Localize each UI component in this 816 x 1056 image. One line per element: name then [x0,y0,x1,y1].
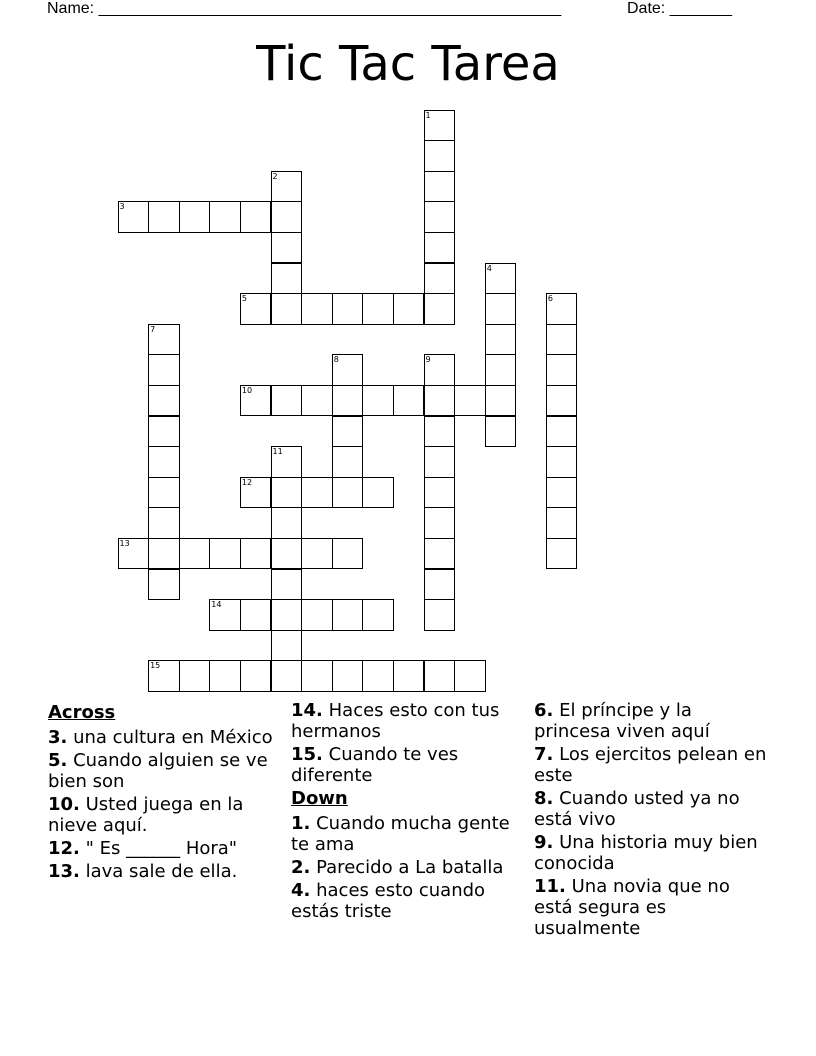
grid-cell [454,660,486,692]
grid-cell [271,293,303,325]
grid-cell [301,660,333,692]
clue-number: 6. [534,700,554,721]
grid-cell [424,232,456,264]
clues-column-2 [291,700,527,924]
clue-text: Los ejercitos pelean en este [534,744,767,786]
grid-cell [424,446,456,478]
clue-text: Cuando te ves diferente [291,744,459,786]
grid-cell [179,201,211,233]
grid-cell [546,507,578,539]
grid-cell [148,354,180,386]
clue-text: una cultura en México [73,727,273,748]
grid-cell [240,599,272,631]
cell-number: 13 [119,538,130,548]
grid-cell [271,477,303,509]
clue-number: 11. [534,876,566,897]
clues-column-3 [534,700,770,941]
cell-number: 10 [241,385,253,395]
clue-down-4 [291,880,527,922]
cell-number: 11 [272,447,283,457]
grid-cell [424,385,456,417]
grid-cell [118,538,150,570]
grid-cell [546,446,578,478]
grid-cell [179,538,211,570]
grid-cell [271,569,303,601]
clue-number: 10. [48,794,80,815]
grid-cell [424,354,456,386]
cell-number: 5 [241,294,247,304]
grid-cell [424,477,456,509]
grid-cell [393,293,425,325]
grid-cell [485,263,517,295]
clue-text: Una historia muy bien conocida [534,832,758,874]
clue-text: lava sale de ella. [85,861,238,882]
clue-across-15 [291,744,527,786]
grid-cell [424,110,456,142]
grid-cell [301,293,333,325]
grid-cell [271,385,303,417]
clue-text: Una novia que no está segura es usualmente [534,876,730,939]
across-heading: Across [48,702,116,723]
grid-cell [271,171,303,203]
clue-number: 15. [291,744,323,765]
grid-cell [332,385,364,417]
grid-cell [424,201,456,233]
grid-cell [546,293,578,325]
grid-cell [362,660,394,692]
cell-number: 7 [150,324,156,334]
grid-cell [301,385,333,417]
grid-cell [485,416,517,448]
cell-number: 14 [211,600,222,610]
clue-down-1 [291,813,527,855]
grid-cell [485,324,517,356]
grid-cell [148,538,180,570]
grid-cell [424,538,456,570]
clue-across-12 [48,838,284,859]
grid-cell [546,416,578,448]
grid-cell [485,385,517,417]
clue-down-9 [534,832,770,874]
clue-across-3 [48,727,284,748]
clue-down-8 [534,788,770,830]
grid-cell [485,354,517,386]
grid-cell [546,477,578,509]
clue-number: 4. [291,880,311,901]
grid-cell [362,385,394,417]
clue-text: " Es ______ Hora" [85,838,238,859]
grid-cell [271,201,303,233]
grid-cell [424,140,456,172]
grid-cell [240,477,272,509]
grid-cell [332,446,364,478]
clue-down-7 [534,744,770,786]
cell-number: 8 [333,355,339,365]
grid-cell [148,416,180,448]
clues-column-1 [48,700,284,884]
grid-cell [301,538,333,570]
grid-cell [271,630,303,662]
grid-cell [209,201,241,233]
clue-across-13 [48,861,284,882]
grid-cell [148,446,180,478]
clue-number: 14. [291,700,323,721]
grid-cell [271,538,303,570]
cell-number: 6 [547,294,553,304]
date-field-label: Date: _______ [627,0,732,17]
clue-text: Cuando usted ya no está vivo [534,788,740,830]
cell-number: 2 [272,171,278,181]
clue-down-11 [534,876,770,939]
grid-cell [546,385,578,417]
grid-cell [546,324,578,356]
grid-cell [332,660,364,692]
clue-number: 1. [291,813,311,834]
clue-text: Cuando alguien se ve bien son [48,750,268,792]
clue-text: El príncipe y la princesa viven aquí [534,700,710,742]
grid-cell [301,477,333,509]
grid-cell [332,416,364,448]
clue-across-14 [291,700,527,742]
grid-cell [148,477,180,509]
grid-cell [240,201,272,233]
clue-down-2 [291,857,527,878]
grid-cell [148,660,180,692]
grid-cell [179,660,211,692]
clue-number: 8. [534,788,554,809]
down-heading: Down [291,788,348,809]
grid-cell [271,599,303,631]
cell-number: 9 [425,355,431,365]
grid-cell [393,385,425,417]
grid-cell [424,416,456,448]
grid-cell [454,385,486,417]
grid-cell [209,660,241,692]
grid-cell [332,354,364,386]
clue-text: haces esto cuando estás triste [291,880,486,922]
grid-cell [485,293,517,325]
clue-number: 13. [48,861,80,882]
grid-cell [271,263,303,295]
grid-cell [424,569,456,601]
grid-cell [209,599,241,631]
clue-number: 3. [48,727,68,748]
grid-cell [362,599,394,631]
grid-cell [271,507,303,539]
grid-cell [271,446,303,478]
grid-cell [240,385,272,417]
cell-number: 4 [486,263,492,273]
grid-cell [148,201,180,233]
cell-number: 1 [425,110,431,120]
grid-cell [148,385,180,417]
cell-number: 15 [150,661,161,671]
grid-cell [546,354,578,386]
grid-cell [209,538,241,570]
grid-cell [424,293,456,325]
grid-cell [424,660,456,692]
clue-across-5 [48,750,284,792]
grid-cell [362,477,394,509]
grid-cell [332,477,364,509]
clue-text: Usted juega en la nieve aquí. [48,794,244,836]
grid-cell [148,569,180,601]
clue-number: 7. [534,744,554,765]
grid-cell [424,599,456,631]
clue-text: Haces esto con tus hermanos [291,700,500,742]
grid-cell [332,293,364,325]
grid-cell [148,507,180,539]
grid-cell [546,538,578,570]
clue-number: 5. [48,750,68,771]
clue-number: 9. [534,832,554,853]
cell-number: 12 [241,477,253,487]
page-title: Tic Tac Tarea [256,36,560,92]
grid-cell [240,293,272,325]
clue-number: 12. [48,838,80,859]
grid-cell [332,538,364,570]
grid-cell [118,201,150,233]
clue-text: Parecido a La batalla [316,857,504,878]
grid-cell [332,599,364,631]
cell-number: 3 [119,202,125,212]
clue-down-6 [534,700,770,742]
name-field-label: Name: ____________________________________________________ [47,0,562,17]
grid-cell [424,507,456,539]
grid-cell [240,538,272,570]
clue-text: Cuando mucha gente te ama [291,813,510,855]
grid-cell [148,324,180,356]
grid-cell [271,232,303,264]
clue-across-10 [48,794,284,836]
grid-cell [271,660,303,692]
grid-cell [301,599,333,631]
grid-cell [424,171,456,203]
grid-cell [362,293,394,325]
grid-cell [393,660,425,692]
grid-cell [240,660,272,692]
clue-number: 2. [291,857,311,878]
grid-cell [424,263,456,295]
